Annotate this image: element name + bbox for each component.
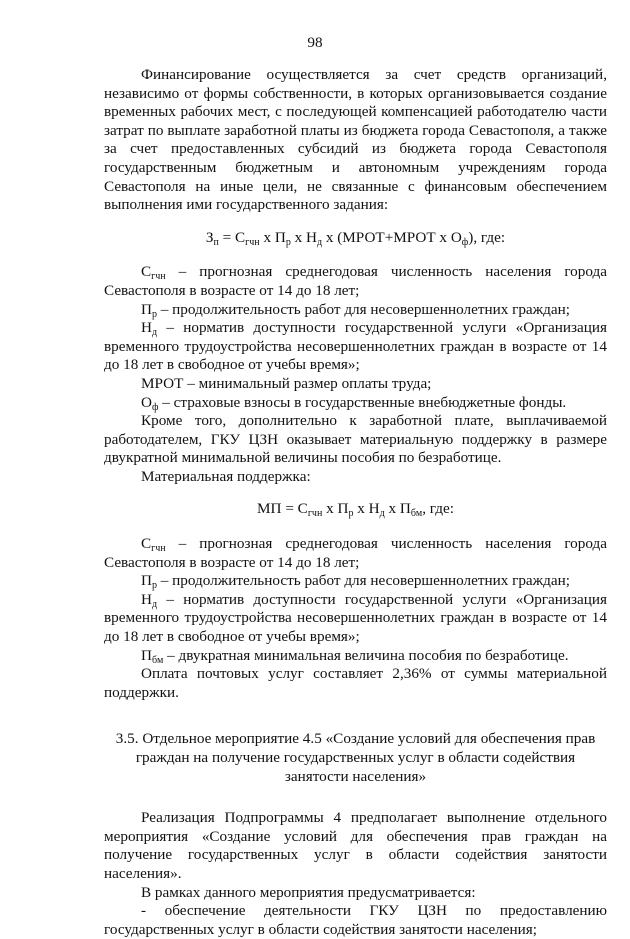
definition-symbol: П (141, 646, 152, 664)
formula-subscript: р (285, 236, 291, 248)
postal-paragraph: Оплата почтовых услуг составляет 2,36% от суммы материальной поддержки. (104, 665, 607, 701)
formula-subscript: бм (410, 508, 423, 520)
definition-text: – норматив доступности государственной услуги «Организация временного трудоустройства несовершеннолетних граждан в возрасте от 14 до 18 лет в свободное от учебы время»; (104, 319, 607, 374)
formula-subscript: д (316, 236, 323, 248)
definition-item (104, 301, 607, 320)
definition-subscript: р (151, 308, 157, 320)
formula-material-support (104, 500, 607, 519)
formula-subscript: р (348, 508, 354, 520)
implementation-paragraph: Реализация Подпрограммы 4 предполагает выполнение отдельного мероприятия «Создание условий для обеспечения прав граждан на получение государственных услуг в области содействия занятости населения». (104, 809, 607, 882)
definition-subscript: д (151, 327, 158, 339)
bullet-item: - обеспечение деятельности ГКУ ЦЗН по предоставлению государственных услуг в области содействия занятости населения; (104, 902, 607, 938)
definition-item (104, 319, 607, 375)
section-heading: 3.5. Отдельное мероприятие 4.5 «Создание условий для обеспечения прав граждан на получение государственных услуг в области содействия занятости населения» (115, 730, 596, 785)
formula-term: З (205, 228, 214, 246)
definition-text: – прогнозная среднегодовая численность населения города Севастополя в возрасте от 14 до 18 лет; (104, 263, 607, 299)
definition-text: – двукратная минимальная величина пособия по безработице. (163, 646, 569, 664)
formula-term: МП = С (257, 500, 308, 518)
definition-item (104, 263, 607, 300)
formula-term: х П (322, 500, 349, 518)
definition-subscript: гчн (151, 271, 166, 283)
material-support-paragraph: Кроме того, дополнительно к заработной плате, выплачиваемой работодателем, ГКУ ЦЗН оказывает материальную поддержку в размере двукратной минимальной величины пособия по безработице. (104, 412, 607, 467)
definition-symbol: П (141, 572, 152, 590)
page-number: 98 (307, 34, 323, 51)
formula-subscript: ф (461, 236, 469, 248)
formula-term: ), где: (468, 228, 506, 246)
formula-term: х Н (353, 500, 380, 518)
definition-text: – продолжительность работ для несовершеннолетних граждан; (156, 572, 570, 590)
definition-text: – страховые взносы в государственные внебюджетные фонды. (158, 393, 567, 411)
formula-subscript: гчн (307, 508, 323, 520)
formula-subscript: д (379, 508, 385, 520)
formula-term: х П (384, 500, 411, 518)
definition-subscript: бм (151, 654, 164, 666)
definition-item (104, 535, 607, 572)
definition-subscript: д (151, 598, 158, 610)
formula-term: = С (218, 228, 246, 246)
definition-symbol: Н (141, 590, 152, 608)
definition-symbol: О (141, 393, 152, 411)
financing-paragraph: Финансирование осуществляется за счет средств организаций, независимо от формы собственности, в которых организовывается создание временных рабочих мест, с последующей компенсацией работодателю части затрат по выплате заработной платы из бюджета города Севастополя, а также за счет предоставленных субсидий из бюджета города Севастополя государственным бюджетным и автономным учреждениям города Севастополя на иные цели, не связанные с финансовым обеспечением выполнения ими государственного задания: (104, 66, 607, 214)
formula-term: х П (259, 228, 286, 246)
definition-item (104, 375, 607, 394)
definition-text: – минимальный размер оплаты труда; (183, 374, 432, 392)
definition-text: – прогнозная среднегодовая численность населения города Севастополя в возрасте от 14 до 18 лет; (104, 535, 607, 571)
definition-symbol: С (141, 535, 152, 553)
framework-paragraph: В рамках данного мероприятия предусматривается: (141, 883, 476, 901)
definition-symbol: П (141, 300, 152, 318)
definition-subscript: гчн (151, 543, 166, 555)
page-content (104, 66, 607, 939)
definition-symbol: С (141, 263, 152, 281)
material-support-label: Материальная поддержка: (141, 467, 311, 485)
definition-item (104, 394, 607, 413)
definition-item (104, 591, 607, 647)
formula-term: х (МРОТ+МРОТ х О (322, 228, 462, 246)
definition-text: – норматив доступности государственной услуги «Организация временного трудоустройства несовершеннолетних граждан в возрасте от 14 до 18 лет в свободное от учебы время»; (104, 590, 607, 646)
definition-item (104, 647, 607, 666)
formula-wage-compensation (104, 229, 607, 248)
definition-subscript: ф (151, 401, 159, 413)
formula-term: х Н (290, 228, 317, 246)
definition-symbol: Н (141, 319, 152, 337)
definition-text: – продолжительность работ для несовершеннолетних граждан; (156, 300, 570, 318)
formula-term: , где: (422, 500, 454, 518)
formula-subscript: гчн (245, 236, 260, 248)
definition-subscript: р (151, 580, 157, 592)
definition-symbol: МРОТ (141, 374, 184, 392)
definition-item (104, 572, 607, 591)
formula-subscript: п (213, 236, 219, 248)
